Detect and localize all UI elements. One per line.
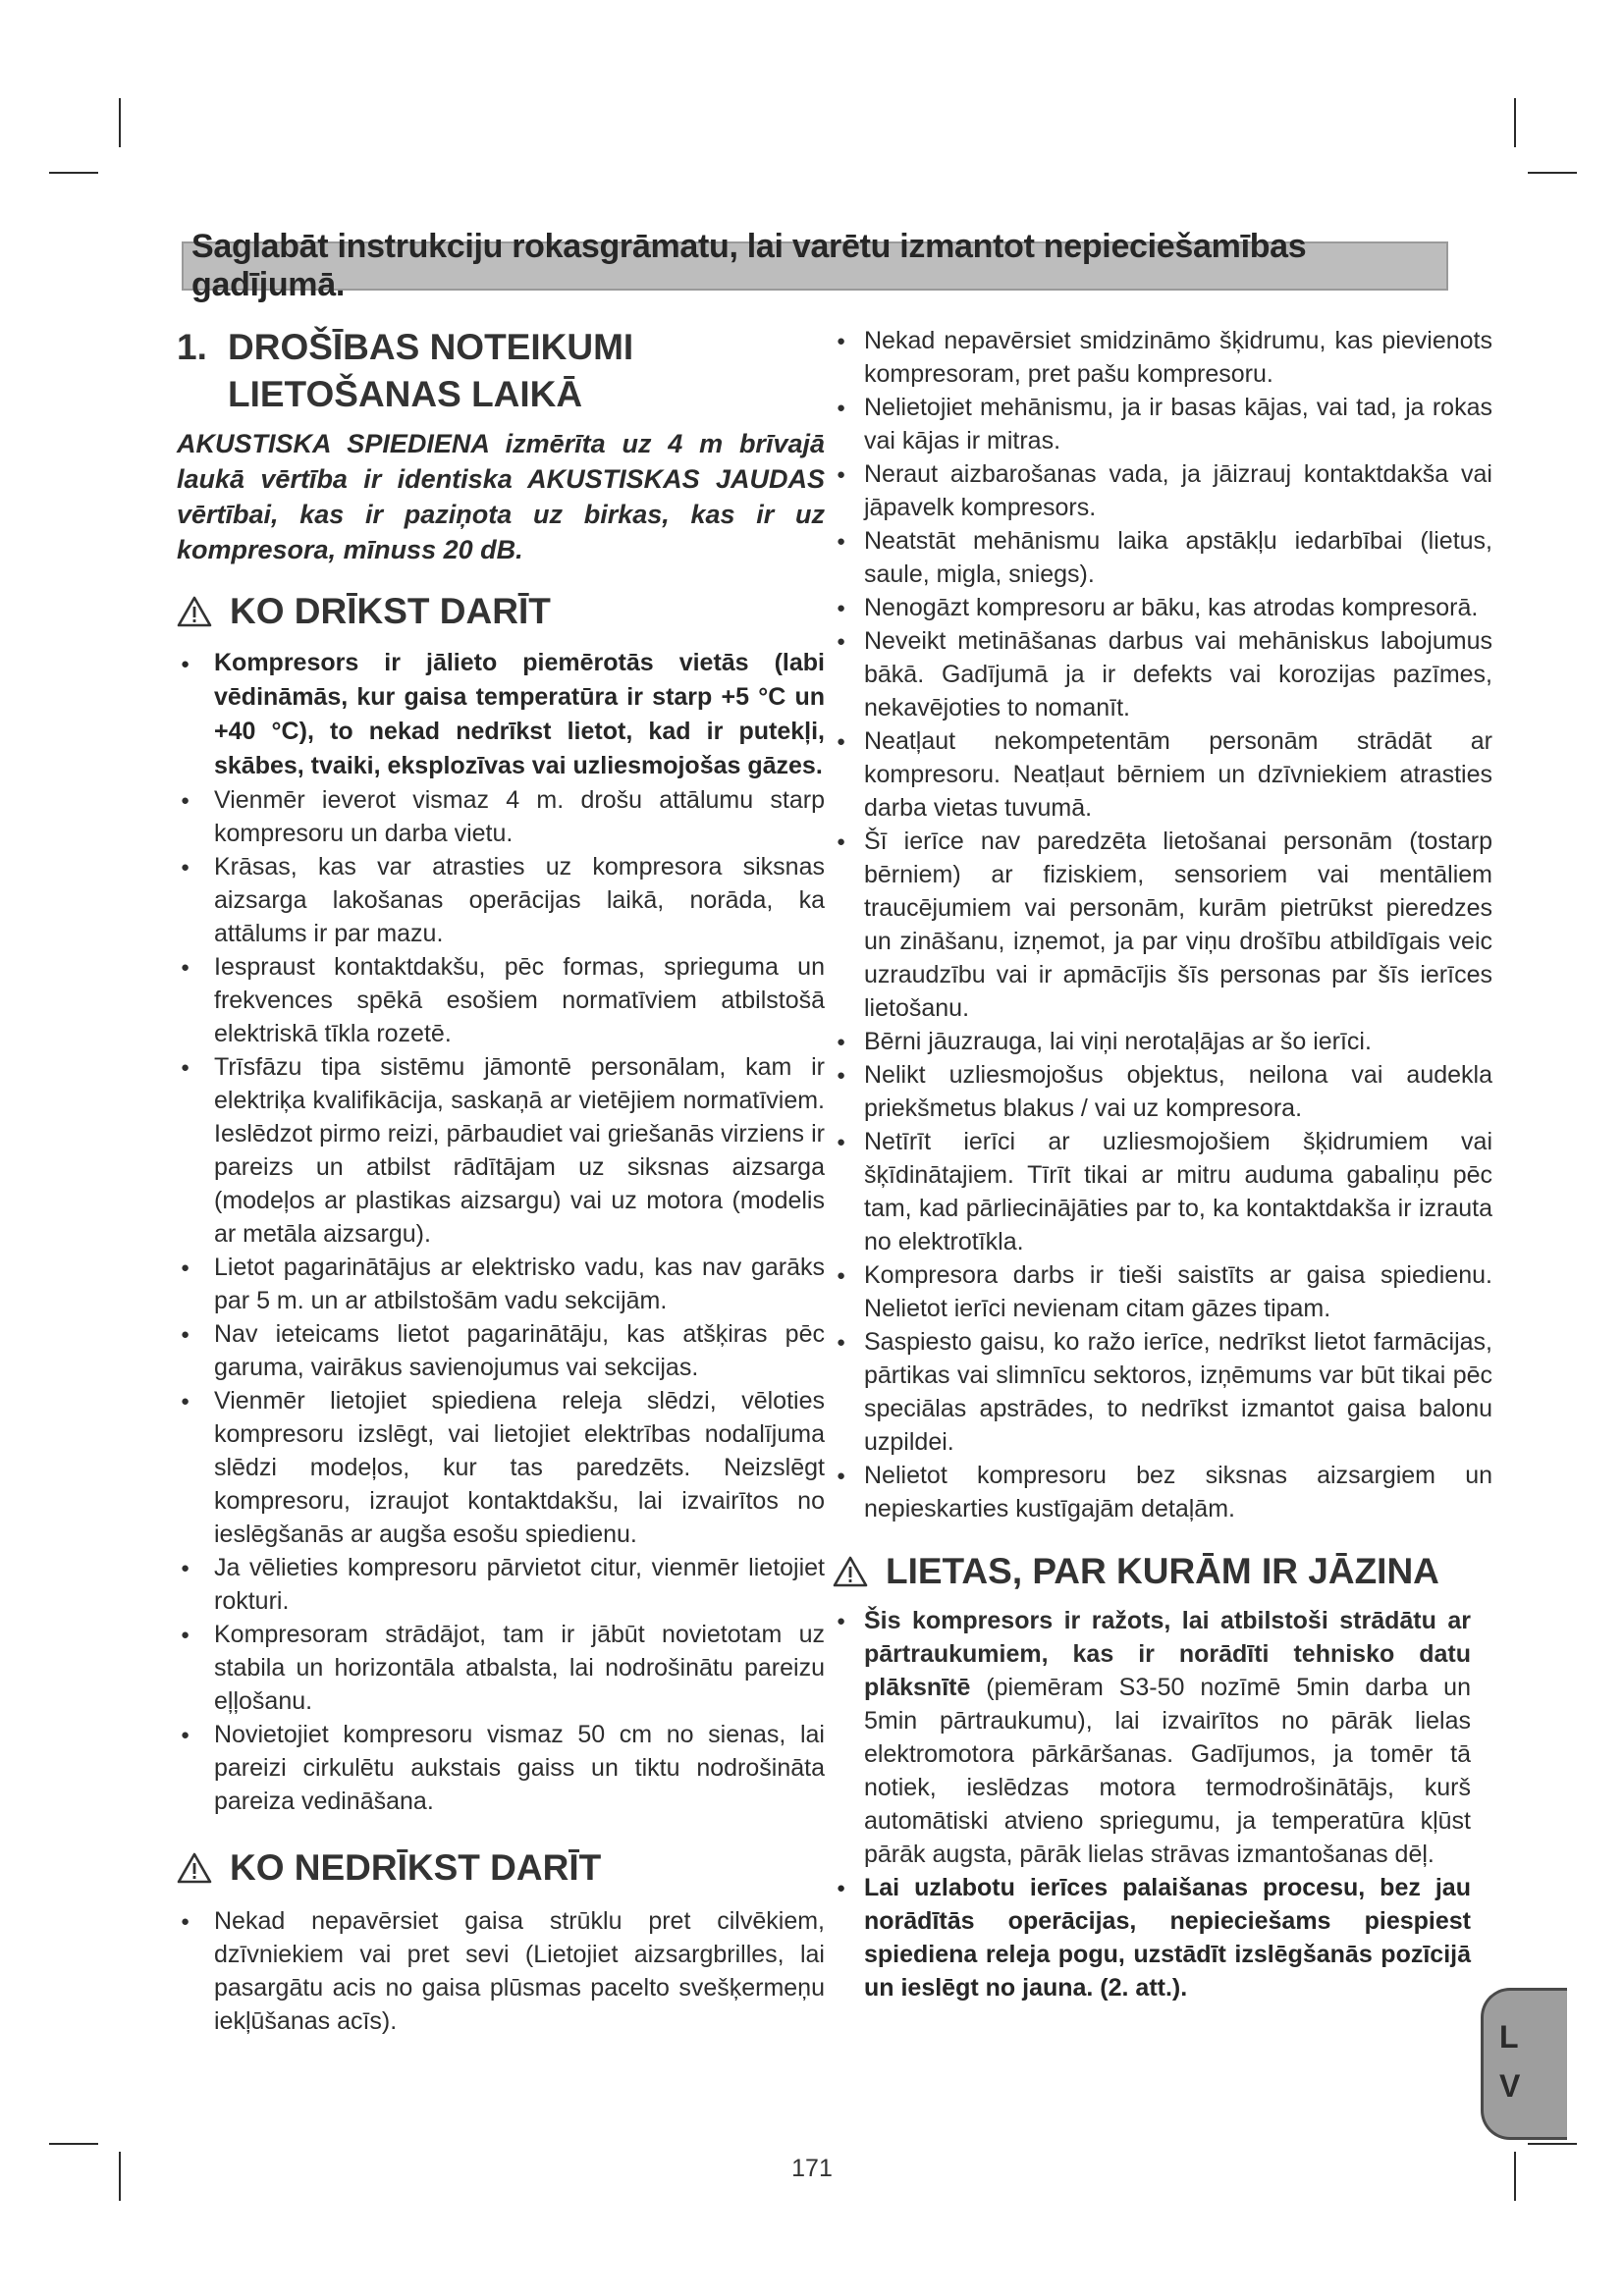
do-list (177, 646, 825, 1818)
list-item: ● Šī ierīce nav paredzēta lietošanai personām (tostarp bērniem) ar fiziskiem, sensoriem vai mentāliem traucējumiem vai personām, kurām pietrūkst pieredzes un zināšanu, izņemot, ja par viņu drošību atbildīgais veic uzraudzību vai ir apmācījis šīs personas par šīs ierīces lietošanu. (833, 825, 1492, 1025)
page-number: 171 (791, 2155, 833, 2182)
list-item: ● Netīrīt ierīci ar uzliesmojošiem šķidrumiem vai šķīdinātajiem. Tīrīt tikai ar mitru auduma gabaliņu pēc tam, kad pārliecinājāties par to, ka kontaktdakša ir izrauta no elektrotīkla. (833, 1125, 1492, 1258)
left-column (177, 324, 825, 2038)
list-item: ● Kompresora darbs ir tieši saistīts ar gaisa spiedienu. Nelietot ierīci nevienam citam gāzes tipam. (833, 1258, 1492, 1325)
crop-mark (49, 2143, 98, 2145)
acoustic-note: AKUSTISKA SPIEDIENA izmērīta uz 4 m brīvajā laukā vērtība ir identiska AKUSTISKAS JAUDAS vērtībai, kas ir paziņota uz birkas, kas ir uz kompresora, mīnuss 20 dB. (177, 429, 825, 564)
dont-title: KO NEDRĪKST DARĪT (230, 1847, 602, 1888)
section-title-line2: LIETOŠANAS LAIKĀ (228, 374, 583, 414)
language-letter: V (1499, 2068, 1521, 2104)
warning-triangle-icon (833, 1556, 868, 1587)
crop-mark (1514, 98, 1516, 147)
section-number: 1. (177, 327, 207, 367)
crop-mark (1528, 172, 1577, 174)
list-item: ● Kompresoram strādājot, tam ir jābūt novietotam uz stabila un horizontāla atbalsta, lai nodrošinātu pareizu eļļošanu. (177, 1618, 825, 1718)
crop-mark (49, 172, 98, 174)
list-item: ● Iespraust kontaktdakšu, pēc formas, sprieguma un frekvences spēkā esošiem normatīviem atbilstošā elektriskā tīkla rozetē. (177, 950, 825, 1050)
language-tab (1481, 1988, 1567, 2140)
list-item: ● Nekad nepavērsiet smidzināmo šķidrumu, kas pievienots kompresoram, pret pašu kompresoru. (833, 324, 1492, 391)
list-item: ● Novietojiet kompresoru vismaz 50 cm no sienas, lai pareizi cirkulētu aukstais gaiss un tiktu nodrošināta pareiza vedināšana. (177, 1718, 825, 1818)
warning-triangle-icon (177, 596, 212, 627)
list-item: ● Kompresors ir jālieto piemērotās vietās (labi vēdināmās, kur gaisa temperatūra ir starp +5 °C un +40 °C), to nekad nedrīkst lietot, kad ir putekļi, skābes, tvaiki, eksplozīvas vai uzliesmojošas gāzes. (177, 646, 825, 783)
list-item: ● Nelikt uzliesmojošus objektus, neilona vai audekla priekšmetus blakus / vai uz kompresora. (833, 1058, 1492, 1125)
know-heading (833, 1549, 1492, 1594)
banner-text: Saglabāt instrukciju rokasgrāmatu, lai varētu izmantot nepieciešamības gadījumā. (191, 228, 1307, 303)
save-manual-banner (182, 228, 1448, 303)
language-letter: L (1499, 2019, 1519, 2055)
list-item: ● Neatstāt mehānismu laika apstākļu iedarbībai (lietus, saule, migla, sniegs). (833, 524, 1492, 591)
right-column (833, 324, 1492, 2004)
list-item: ● Nenogāzt kompresoru ar bāku, kas atrodas kompresorā. (833, 591, 1492, 624)
list-item: ● Neatļaut nekompetentām personām strādāt ar kompresoru. Neatļaut bērniem un dzīvniekiem atrasties darba vietas tuvumā. (833, 724, 1492, 825)
list-item: ● Nelietot kompresoru bez siksnas aizsargiem un nepieskarties kustīgajām detaļām. (833, 1459, 1492, 1525)
list-item: ● Krāsas, kas var atrasties uz kompresora siksnas aizsarga lakošanas operācijas laikā, norāda, ka attālums ir par mazu. (177, 850, 825, 950)
list-item: ● Trīsfāzu tipa sistēmu jāmontē personālam, kam ir elektriķa kvalifikācija, saskaņā ar vietējiem normatīviem. Ieslēdzot pirmo reizi, pārbaudiet vai griešanās virziens ir pareizs un atbilst rādītājam uz siksnas aizsarga (modeļos ar plastikas aizsargu) vai uz motora (modelis ar metāla aizsargu). (177, 1050, 825, 1251)
crop-mark (119, 98, 121, 147)
do-heading (177, 589, 825, 634)
list-item: ● Vienmēr ieverot vismaz 4 m. drošu attālumu starp kompresoru un darba vietu. (177, 783, 825, 850)
section-title-line1: DROŠĪBAS NOTEIKUMI (228, 327, 634, 367)
section-heading (177, 324, 825, 418)
dont-list-part2 (833, 324, 1492, 1525)
duty-cycle-text: (piemēram S3-50 nozīmē 5min darba un 5min pārtraukumu), lai izvairītos no pārāk lielas elektromotora pārkāršanas. Gadījumos, ja tomēr tā notiek, ieslēdzas motora termodrošinātājs, kurš automātiski atvieno spriegumu, ja temperatūra kļūst pārāk augsta, pārāk lielas strāvas izmantošanas dēļ. (864, 1674, 1471, 1868)
list-item: ● Saspiesto gaisu, ko ražo ierīce, nedrīkst lietot farmācijas, pārtikas vai slimnīcu sektoros, izņēmums var būt tikai pēc speciālas apstrādes, to nedrīkst izmantot gaisa balonu uzpildei. (833, 1325, 1492, 1459)
dont-heading (177, 1845, 825, 1891)
list-item: ● Nekad nepavērsiet gaisa strūklu pret cilvēkiem, dzīvniekiem vai pret sevi (Lietojiet aizsargbrilles, lai pasargātu acis no gaisa plūsmas pacelto svešķermeņu iekļūšanas acīs). (177, 1904, 825, 2038)
list-item: ● Lai uzlabotu ierīces palaišanas procesu, bez jau norādītās operācijas, nepieciešams piespiest spiediena releja pogu, uzstādīt izslēgšanās pozīcijā un ieslēgt no jauna. (2. att.). (833, 1871, 1471, 2004)
list-item: ● Ja vēlieties kompresoru pārvietot citur, vienmēr lietojiet rokturi. (177, 1551, 825, 1618)
list-item: ● Nav ieteicams lietot pagarinātāju, kas atšķiras pēc garuma, vairākus savienojumus vai sekcijas. (177, 1317, 825, 1384)
know-title: LIETAS, PAR KURĀM IR JĀZINA (886, 1551, 1439, 1591)
list-item: ● Nelietojiet mehānismu, ja ir basas kājas, vai tad, ja rokas vai kājas ir mitras. (833, 391, 1492, 457)
list-item: ● Vienmēr lietojiet spiediena releja slēdzi, vēloties kompresoru izslēgt, vai lietojiet elektrības nodalījuma slēdzi modeļos, kur tas paredzēts. Neizslēgt kompresoru, izraujot kontaktdakšu, lai izvairītos no ieslēgšanās ar augša esošu spiedienu. (177, 1384, 825, 1551)
crop-mark (1528, 2143, 1577, 2145)
language-code (1499, 2012, 1520, 2110)
list-item: ● Neveikt metināšanas darbus vai mehāniskus labojumus bākā. Gadījumā ja ir defekts vai korozijas pazīmes, nekavējoties to nomanīt. (833, 624, 1492, 724)
list-item: ● Lietot pagarinātājus ar elektrisko vadu, kas nav garāks par 5 m. un ar atbilstošām vadu sekcijām. (177, 1251, 825, 1317)
duty-cycle-bold: Šis kompresors ir ražots, lai atbilstoši strādātu ar pārtraukumiem, kas ir norādīti tehnisko datu plāksnītē (864, 1607, 1471, 1701)
do-title: KO DRĪKST DARĪT (230, 591, 551, 631)
list-item: ● Bērni jāuzrauga, lai viņi nerotaļājas ar šo ierīci. (833, 1025, 1492, 1058)
warning-triangle-icon (177, 1852, 212, 1884)
dont-list-part1 (177, 1904, 825, 2038)
list-item (833, 1604, 1471, 1871)
list-item: ● Neraut aizbarošanas vada, ja jāizrauj kontaktdakša vai jāpavelk kompresors. (833, 457, 1492, 524)
know-list (833, 1604, 1471, 2004)
